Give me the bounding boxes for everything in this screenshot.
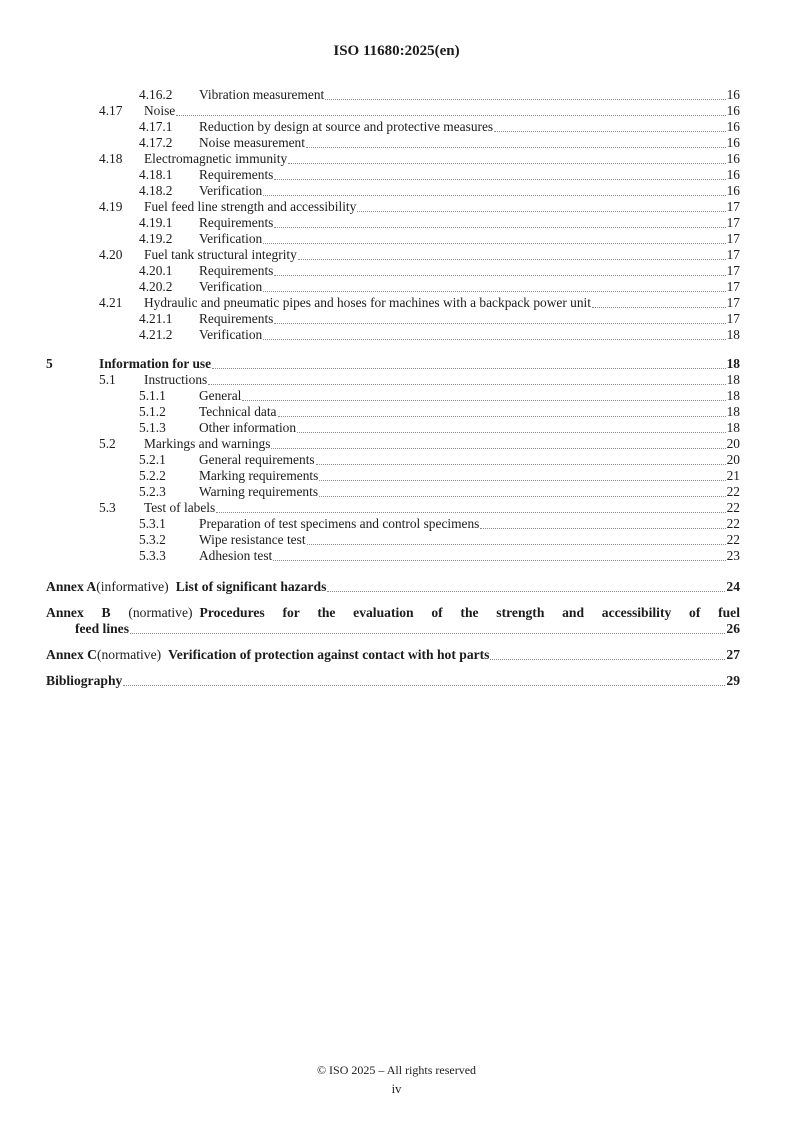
toc-entry-number: 5.1.1	[139, 388, 166, 403]
dot-leader	[216, 512, 725, 513]
toc-entry-number: 4.20.2	[139, 279, 173, 294]
toc-entry-page: 17	[726, 231, 740, 246]
toc-entry-number: 4.18.1	[139, 167, 173, 182]
toc-entry-title: Fuel feed line strength and accessibility	[144, 199, 357, 214]
annex-page: 29	[726, 673, 740, 688]
toc-entry-title: Vibration measurement	[199, 87, 325, 102]
toc-entry-title: Verification	[199, 183, 263, 198]
dot-leader	[274, 323, 725, 324]
toc-entry-title: Test of labels	[144, 500, 216, 515]
annex-label: Annex A	[46, 579, 97, 594]
toc-block-clause5	[46, 356, 740, 564]
document-header-title: ISO 11680:2025(en)	[333, 43, 460, 59]
toc-row[interactable]	[139, 548, 740, 564]
toc-entry-title: Verification	[199, 231, 263, 246]
toc-entry-page: 22	[726, 532, 740, 547]
annex-title-continuation: feed lines	[75, 621, 129, 636]
toc-entry-title: Marking requirements	[199, 468, 319, 483]
toc-row[interactable]	[139, 404, 740, 420]
toc-row[interactable]	[99, 247, 740, 263]
toc-entry-page: 16	[726, 183, 740, 198]
toc-row[interactable]	[139, 516, 740, 532]
toc-entry-number: 5.3	[99, 500, 116, 515]
dot-leader	[273, 560, 725, 561]
annex-entry-list	[46, 579, 740, 689]
toc-entry-number: 5.2.1	[139, 452, 166, 467]
dot-leader	[325, 99, 725, 100]
dot-leader	[263, 339, 725, 340]
toc-entry-number: 5.3.3	[139, 548, 166, 563]
dot-leader	[319, 480, 725, 481]
toc-entry-title: Reduction by design at source and protective measures	[199, 119, 494, 134]
annex-row-continuation[interactable]	[75, 621, 740, 637]
toc-entry-number: 5.2.3	[139, 484, 166, 499]
toc-entry-page: 16	[726, 167, 740, 182]
toc-row[interactable]	[99, 103, 740, 119]
annex-kind: (informative)	[96, 579, 169, 594]
toc-entry-page: 17	[726, 263, 740, 278]
toc-row[interactable]	[139, 420, 740, 436]
toc-entry-page: 16	[726, 87, 740, 102]
toc-row[interactable]	[99, 500, 740, 516]
toc-entry-title: Instructions	[144, 372, 208, 387]
toc-row[interactable]	[139, 167, 740, 183]
toc-entry-page: 16	[726, 151, 740, 166]
annex-row[interactable]	[46, 579, 740, 595]
toc-entry-number: 5.2	[99, 436, 116, 451]
dot-leader	[316, 464, 726, 465]
toc-entry-title: Technical data	[199, 404, 277, 419]
toc-entry-page: 18	[726, 372, 740, 387]
toc-entry-number: 4.21.1	[139, 311, 173, 326]
toc-entry-page: 23	[726, 548, 740, 563]
toc-entry-title: Verification	[199, 327, 263, 342]
annex-kind: (normative)	[128, 605, 193, 620]
toc-entry-title: Noise measurement	[199, 135, 305, 150]
toc-entry-number: 5.1.3	[139, 420, 166, 435]
toc-entry-number: 4.21.2	[139, 327, 173, 342]
toc-entry-number: 5.1	[99, 372, 116, 387]
toc-entry-title: General	[199, 388, 242, 403]
dot-leader	[288, 163, 725, 164]
toc-entry-page: 18	[726, 404, 740, 419]
annex-kind: (normative)	[96, 647, 162, 662]
toc-row[interactable]	[99, 151, 740, 167]
toc-row[interactable]	[139, 215, 740, 231]
toc-entry-title: Requirements	[199, 215, 274, 230]
toc-entry-number: 4.17.2	[139, 135, 173, 150]
toc-entry-page: 18	[726, 356, 740, 371]
toc-entry-page: 22	[726, 516, 740, 531]
annex-row[interactable]	[46, 647, 740, 663]
toc-entry-number: 4.19.2	[139, 231, 173, 246]
toc-entry-number: 4.18	[99, 151, 123, 166]
dot-leader	[298, 259, 726, 260]
toc-row[interactable]	[139, 452, 740, 468]
table-of-contents	[46, 87, 740, 699]
toc-row[interactable]	[139, 231, 740, 247]
toc-entry-page: 17	[726, 215, 740, 230]
toc-entry-title: Requirements	[199, 263, 274, 278]
toc-entry-title: Adhesion test	[199, 548, 273, 563]
dot-leader	[176, 115, 725, 116]
annex-entry	[46, 579, 740, 595]
annex-label: Bibliography	[46, 673, 123, 688]
toc-entry-title: Warning requirements	[199, 484, 319, 499]
dot-leader	[263, 195, 725, 196]
dot-leader	[306, 147, 726, 148]
toc-entry-title: Electromagnetic immunity	[144, 151, 288, 166]
toc-row[interactable]	[139, 183, 740, 199]
toc-entry-number: 4.16.2	[139, 87, 173, 102]
toc-entry-title: Requirements	[199, 167, 274, 182]
toc-entry-number: 5.3.1	[139, 516, 166, 531]
toc-entry-page: 18	[726, 420, 740, 435]
toc-entry-title: Noise	[144, 103, 176, 118]
toc-entry-number: 5	[46, 356, 53, 371]
toc-entry-number: 5.3.2	[139, 532, 166, 547]
dot-leader	[494, 131, 725, 132]
dot-leader	[208, 384, 725, 385]
toc-row[interactable]	[99, 436, 740, 452]
toc-entry-title: Preparation of test specimens and control specimens	[199, 516, 480, 531]
toc-entry-number: 4.17	[99, 103, 123, 118]
dot-leader	[274, 227, 725, 228]
toc-row[interactable]	[99, 199, 740, 215]
toc-row[interactable]	[139, 388, 740, 404]
toc-row[interactable]	[139, 311, 740, 327]
annex-entry	[46, 673, 740, 689]
toc-entry-number: 4.20	[99, 247, 123, 262]
toc-row[interactable]	[139, 135, 740, 151]
toc-entry-page: 16	[726, 135, 740, 150]
toc-entry-number: 4.19.1	[139, 215, 173, 230]
toc-entry-number: 4.18.2	[139, 183, 173, 198]
toc-row[interactable]	[139, 484, 740, 500]
toc-entry-page: 18	[726, 327, 740, 342]
toc-entry-page: 17	[726, 295, 740, 310]
toc-entry-title: General requirements	[199, 452, 315, 467]
dot-leader	[130, 633, 725, 634]
toc-entry-number: 4.21	[99, 295, 123, 310]
toc-entry-page: 16	[726, 119, 740, 134]
toc-row[interactable]	[99, 295, 740, 311]
dot-leader	[271, 448, 725, 449]
annex-entry	[46, 605, 740, 637]
toc-entry-page: 22	[726, 484, 740, 499]
toc-entry-list	[46, 87, 740, 564]
toc-entry-title: Hydraulic and pneumatic pipes and hoses for machines with a backpack power unit	[144, 295, 591, 310]
toc-row[interactable]	[139, 327, 740, 343]
toc-entry-title: Verification	[199, 279, 263, 294]
toc-entry-number: 5.2.2	[139, 468, 166, 483]
dot-leader	[242, 400, 725, 401]
dot-leader	[263, 291, 725, 292]
annex-row[interactable]	[46, 673, 740, 689]
dot-leader	[274, 275, 725, 276]
toc-row[interactable]	[139, 119, 740, 135]
toc-entry-page: 21	[726, 468, 740, 483]
toc-block-clause4-continued	[46, 87, 740, 343]
toc-row[interactable]	[139, 279, 740, 295]
annex-title: List of significant hazards	[175, 579, 327, 594]
toc-entry-title: Markings and warnings	[144, 436, 271, 451]
toc-entry-page: 17	[726, 199, 740, 214]
dot-leader	[278, 416, 726, 417]
toc-entry-number: 4.19	[99, 199, 123, 214]
dot-leader	[212, 368, 726, 369]
dot-leader	[592, 307, 726, 308]
toc-entry-number: 4.17.1	[139, 119, 173, 134]
annex-row[interactable]	[46, 605, 740, 621]
toc-entry-page: 20	[726, 436, 740, 451]
annex-label: Annex C	[46, 647, 97, 662]
toc-entry-number: 5.1.2	[139, 404, 166, 419]
dot-leader	[123, 685, 725, 686]
toc-row[interactable]	[139, 263, 740, 279]
toc-entry-page: 16	[726, 103, 740, 118]
toc-row[interactable]	[46, 356, 740, 372]
annex-title: Verification of protection against contact with hot parts	[168, 647, 490, 662]
page-number-roman: iv	[391, 1082, 402, 1096]
dot-leader	[263, 243, 725, 244]
toc-entry-title: Information for use	[99, 356, 212, 371]
toc-entry-title: Requirements	[199, 311, 274, 326]
dot-leader	[357, 211, 725, 212]
toc-row[interactable]	[139, 532, 740, 548]
dot-leader	[274, 179, 725, 180]
annex-page: 27	[726, 647, 740, 662]
dot-leader	[480, 528, 725, 529]
toc-row[interactable]	[139, 87, 740, 103]
toc-entry-title: Other information	[199, 420, 297, 435]
toc-entry-title: Fuel tank structural integrity	[144, 247, 297, 262]
dot-leader	[319, 496, 726, 497]
toc-row[interactable]	[99, 372, 740, 388]
toc-entry-page: 18	[726, 388, 740, 403]
annex-label: Annex B	[46, 605, 111, 620]
annex-entry	[46, 647, 740, 663]
copyright-notice: © ISO 2025 – All rights reserved	[316, 1063, 477, 1077]
toc-entry-page: 17	[726, 279, 740, 294]
toc-row[interactable]	[139, 468, 740, 484]
toc-entry-number: 4.20.1	[139, 263, 173, 278]
annex-page: 24	[726, 579, 740, 594]
toc-entry-title: Wipe resistance test	[199, 532, 306, 547]
toc-entry-page: 22	[726, 500, 740, 515]
dot-leader	[327, 591, 725, 592]
dot-leader	[307, 544, 726, 545]
toc-entry-page: 17	[726, 247, 740, 262]
dot-leader	[297, 432, 726, 433]
dot-leader	[490, 659, 725, 660]
toc-entry-page: 20	[726, 452, 740, 467]
annex-page: 26	[726, 621, 740, 636]
toc-entry-page: 17	[726, 311, 740, 326]
annex-title: Procedures for the evaluation of the strength and accessibility of fuel	[199, 605, 740, 620]
